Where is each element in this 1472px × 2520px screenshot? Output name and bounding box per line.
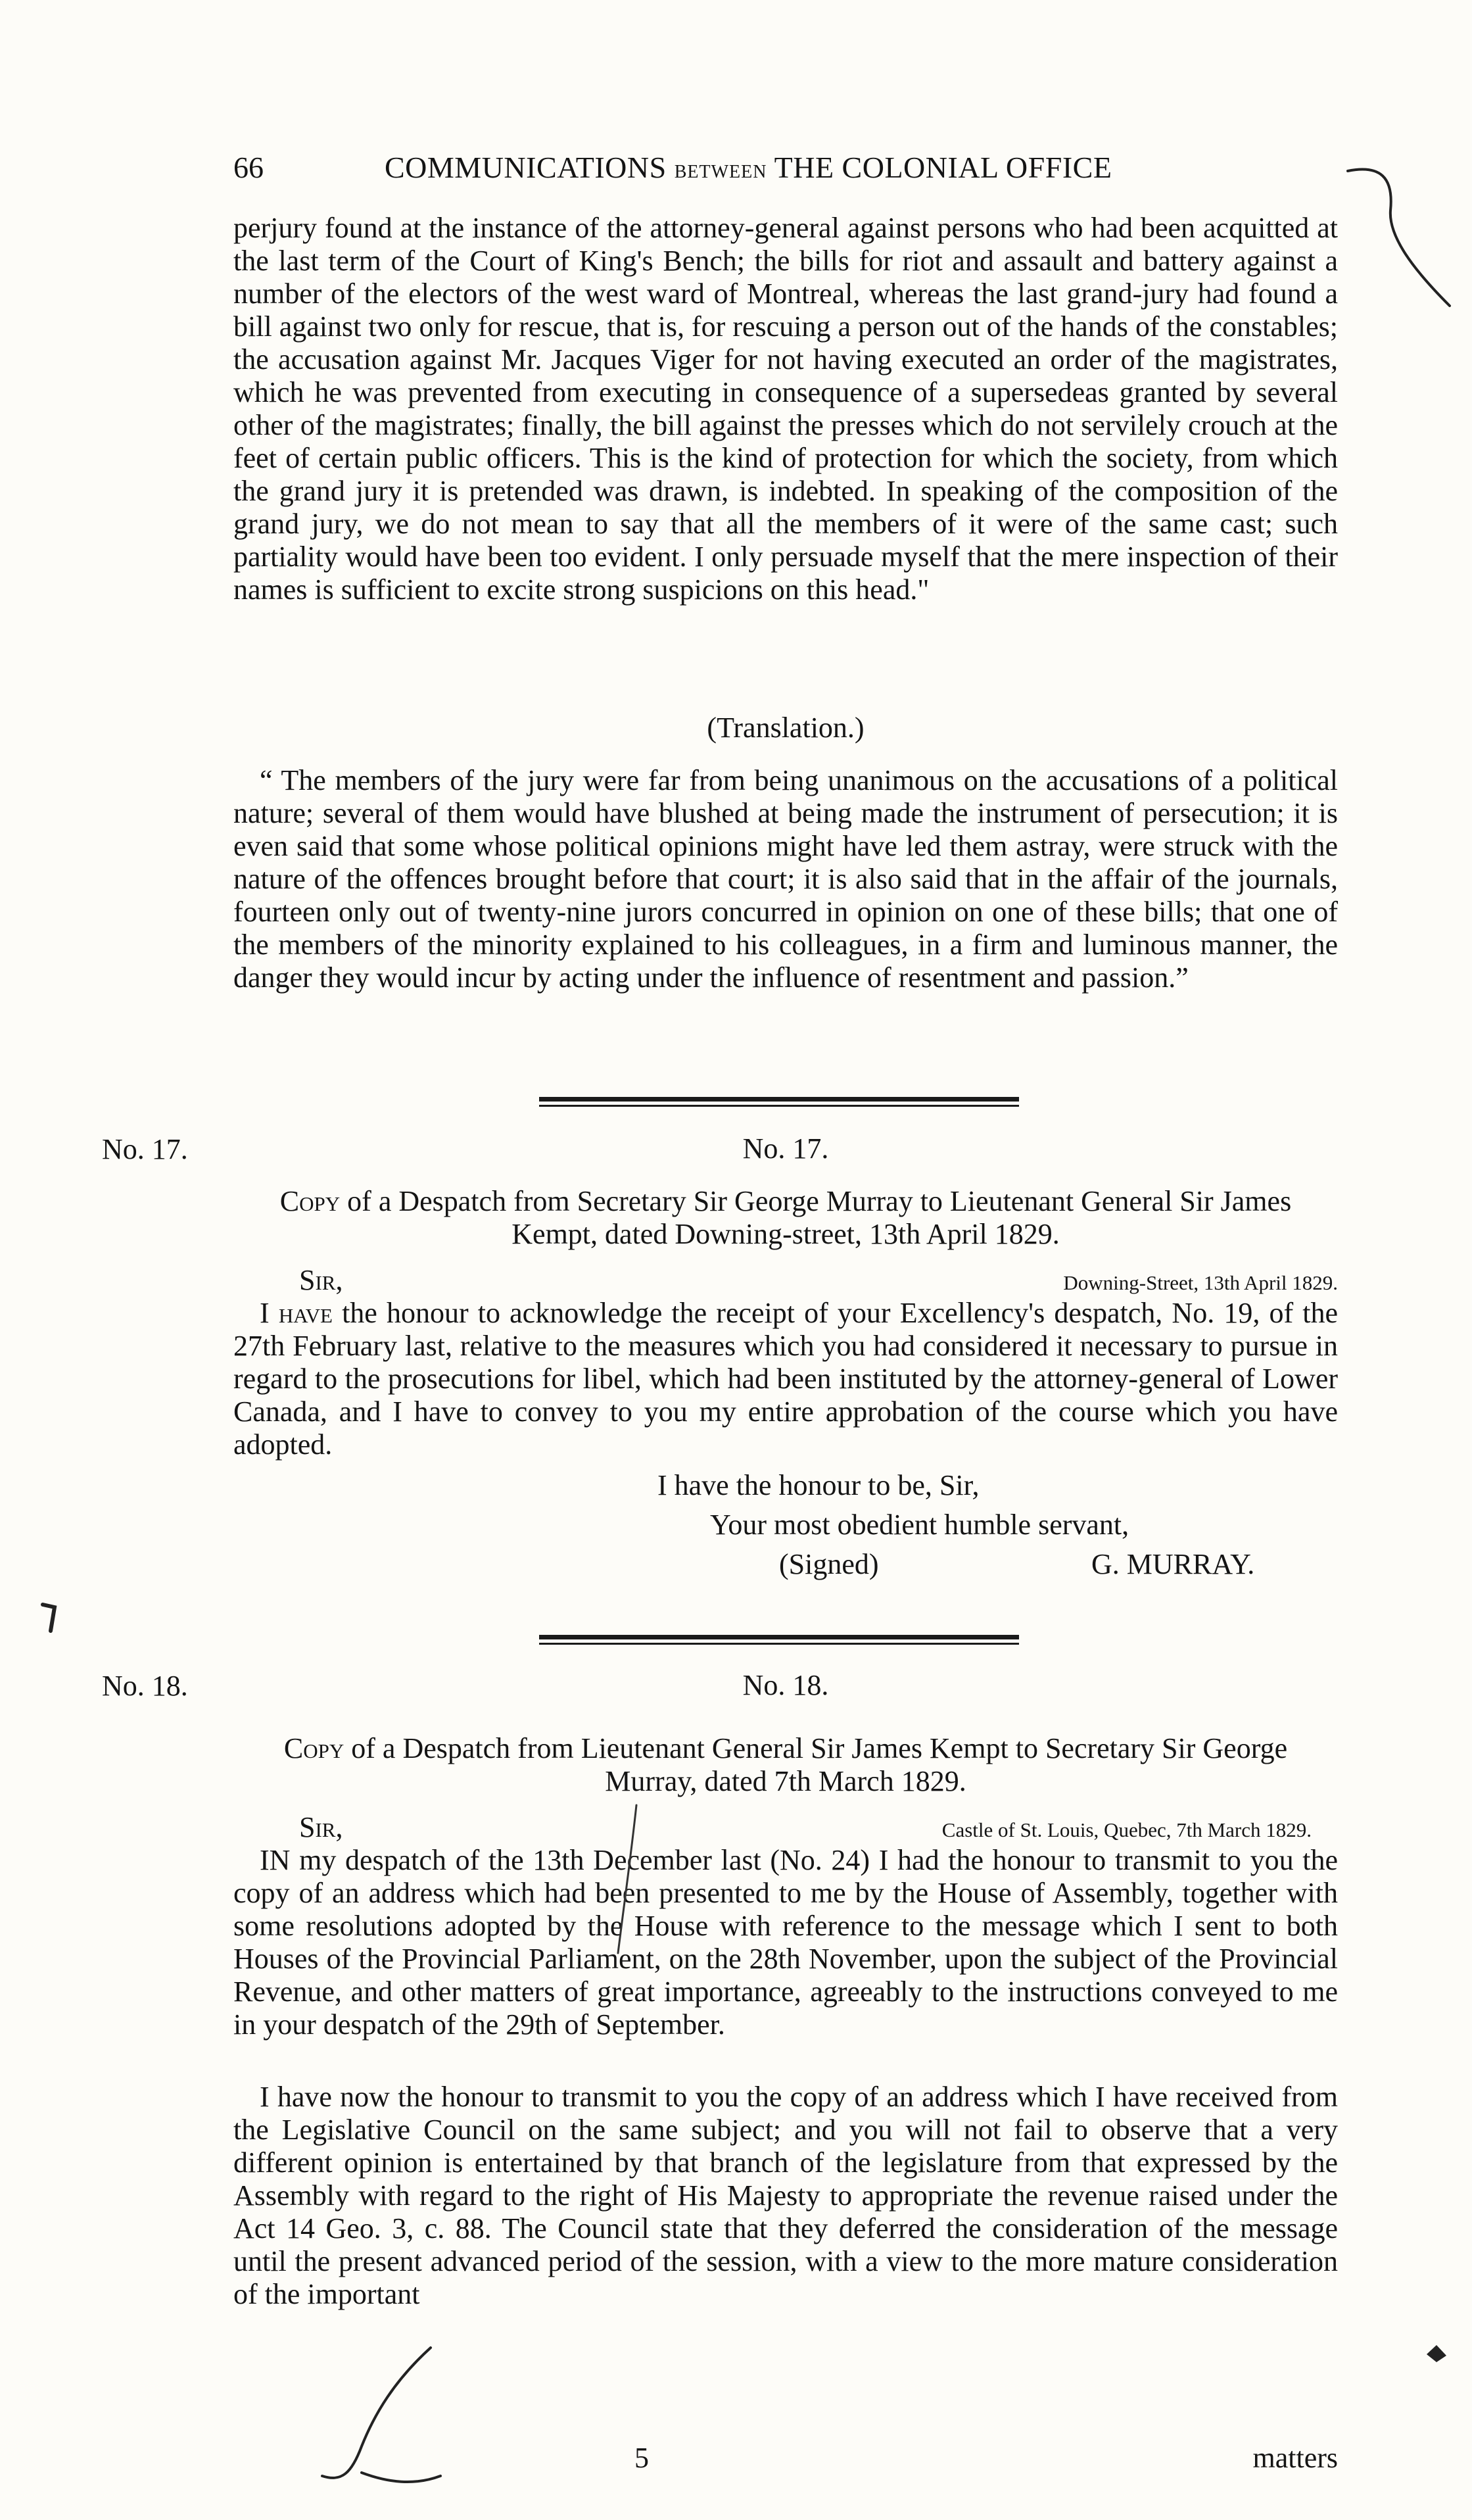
no18-title-text: of a Despatch from Lieutenant General Sir James Kempt to Secretary Sir George Murray, dated 7th March 1829. [351, 1732, 1288, 1797]
page-number: 66 [233, 151, 264, 184]
no17-copy-word: Copy [279, 1185, 341, 1217]
no18-body1-first: IN [260, 1844, 291, 1876]
no18-heading: No. 18. [742, 1669, 829, 1701]
section-divider-thin [539, 1105, 1019, 1107]
no18-copy-word: Copy [283, 1732, 344, 1764]
no18-body1-text: my despatch of the 13th December last (No. 24) I had the honour to transmit to you the copy of an address which had been presented to me by the House of Assembly, together with some resolutions adopted by the House with reference to the message which I sent to both Houses of the Provincial Parliament, on the 28th November, upon the subject of the Provincial Revenue, and other matters of great importance, agreeably to the instructions conveyed to me in your despatch of the 29th of September. [233, 1844, 1338, 2041]
no17-salutation: Sir, [299, 1264, 343, 1296]
paragraph-text [233, 1297, 1338, 1461]
no18-title-block [233, 1732, 1338, 1798]
translation-heading-block [233, 712, 1338, 744]
no17-signature: G. MURRAY. [1091, 1548, 1255, 1580]
no17-body-text: the honour to acknowledge the receipt of your Excellency's despatch, No. 19, of the 27th February last, relative to the measures which you had considered it necessary to pursue in regard to the prosecutions for libel, which had been instituted by the attorney-general of Lower Canada, and I have to convey to you my entire approbation of the course which you have adopted. [233, 1297, 1339, 1461]
no17-salutation-row [233, 1264, 1338, 1299]
running-title [385, 150, 1112, 185]
pen-stroke-mark [1341, 158, 1460, 316]
translation-paragraph [233, 764, 1338, 994]
no18-salutation-row [233, 1811, 1338, 1847]
continued-paragraph [233, 212, 1338, 606]
no17-body-first: I [260, 1297, 270, 1329]
section-divider [539, 1635, 1019, 1639]
no18-title [247, 1732, 1325, 1798]
margin-note-no18: No. 18. [102, 1670, 188, 1702]
ink-blot [36, 1598, 62, 1637]
catchword: matters [1252, 2442, 1338, 2474]
no18-salutation: Sir, [299, 1811, 343, 1843]
section-divider-thin [539, 1643, 1019, 1645]
no17-heading: No. 17. [742, 1132, 829, 1165]
no17-body-have: have [278, 1297, 333, 1329]
translation-heading: (Translation.) [707, 712, 865, 744]
no17-body [233, 1297, 1338, 1461]
no17-title [247, 1185, 1325, 1251]
running-title-small: BETWEEN [674, 162, 767, 182]
no18-heading-block [233, 1669, 1338, 1702]
no17-title-text: of a Despatch from Secretary Sir George Murray to Lieutenant General Sir James Kempt, dated Downing-street, 13th April 1829. [347, 1185, 1292, 1250]
no17-heading-block [233, 1132, 1338, 1165]
no17-closing-line1: I have the honour to be, Sir, [657, 1469, 980, 1501]
no18-place-date: Castle of St. Louis, Quebec, 7th March 1829. [941, 1818, 1312, 1841]
pen-stroke-mark [316, 2341, 487, 2499]
running-title-part2: THE COLONIAL OFFICE [774, 151, 1112, 184]
no18-body-para1 [233, 1844, 1338, 2041]
no17-title-block [233, 1185, 1338, 1251]
page-header [233, 150, 1298, 189]
signature-mark: 5 [634, 2442, 649, 2474]
no17-place-date: Downing-Street, 13th April 1829. [1063, 1271, 1338, 1294]
paragraph-text: I have now the honour to transmit to you the copy of an address which I have received from the Legislative Council on the same subject; and you will not fail to observe that a very different opinion is entertained by that branch of the legislature from that expressed by the Assembly with regard to the right of His Majesty to appropriate the revenue raised under the Act 14 Geo. 3, c. 88. The Council state that they deferred the consideration of the message until the present advanced period of the session, with a view to the more mature consideration of the important [233, 2081, 1338, 2310]
paragraph-text [233, 1844, 1338, 2041]
no18-body-para2 [233, 2081, 1338, 2311]
section-divider [539, 1097, 1019, 1102]
ink-blot [1423, 2341, 1450, 2367]
no17-closing-line2: Your most obedient humble servant, [710, 1509, 1129, 1541]
margin-note-no17: No. 17. [102, 1133, 188, 1165]
paragraph-text: perjury found at the instance of the attorney-general against persons who had been acquitted at the last term of the Court of King's Bench; the bills for riot and assault and battery against a number of the electors of the west ward of Montreal, whereas the last grand-jury had found a bill against two only for rescue, that is, for rescuing a person out of the hands of the constables; the accusation against Mr. Jacques Viger for not having executed an order of the magistrates, which he was prevented from executing in consequence of a supersedeas granted by several other of the magistrates; finally, the bill against the presses which do not servilely crouch at the feet of certain public officers. This is the kind of protection for which the society, from which the grand jury it is pretended was drawn, is indebted. In speaking of the composition of the grand jury, we do not mean to say that all the members of it were of the same cast; such partiality would have been too evident. I only persuade myself that the mere inspection of their names is sufficient to excite strong suspicions on this head." [233, 212, 1338, 606]
paragraph-text: “ The members of the jury were far from being unanimous on the accusations of a political nature; several of them would have blushed at being made the instrument of persecution; it is even said that some whose political opinions might have led them astray, were struck with the nature of the offences brought before that court; it is also said that in the affair of the journals, fourteen only out of twenty-nine jurors concurred in opinion on one of these bills; that one of the members of the minority explained to his colleagues, in a firm and luminous manner, the danger they would incur by acting under the influence of resentment and passion.” [233, 764, 1338, 994]
running-title-part1: COMMUNICATIONS [385, 151, 667, 184]
pen-stroke-mark [611, 1802, 644, 1960]
no17-signed-label: (Signed) [779, 1548, 879, 1580]
